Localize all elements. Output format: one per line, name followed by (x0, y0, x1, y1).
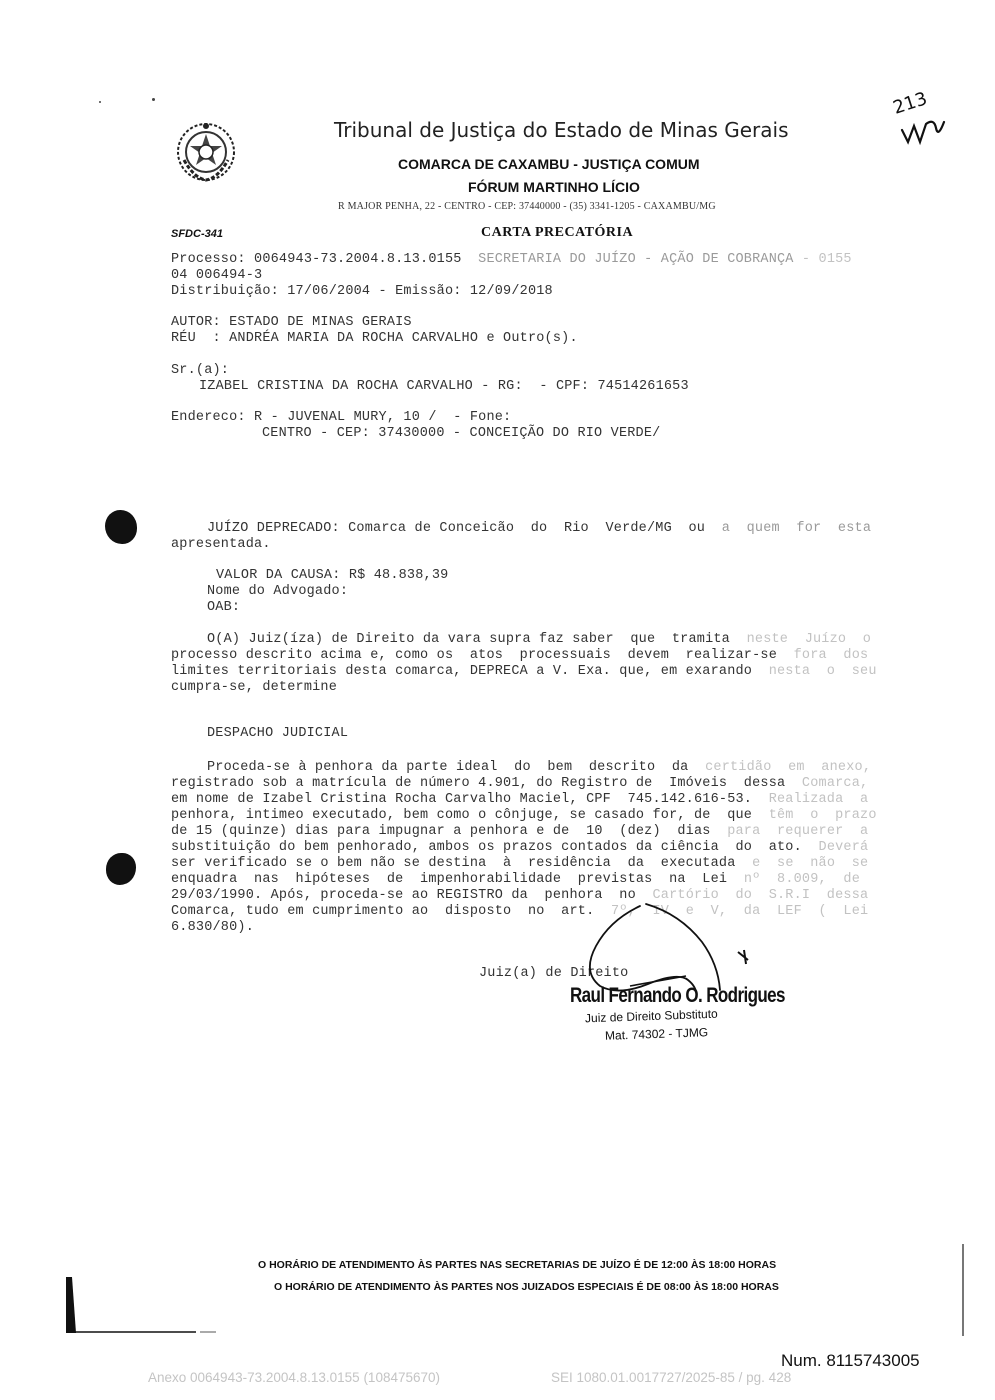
judge-stamp-name: Raul Fernando O. Rodrigues (570, 983, 785, 1007)
comarca-title: COMARCA DE CAXAMBU - JUSTIÇA COMUM (398, 156, 700, 172)
anexo-reference: Anexo 0064943-73.2004.8.13.0155 (108475670) (148, 1370, 441, 1385)
destinatario-label: Sr.(a): (171, 363, 230, 378)
juizo-deprecado-line (207, 521, 871, 536)
despacho-line-tail: nº 8.009, de (743, 872, 861, 887)
coat-of-arms-icon (174, 120, 238, 184)
despacho-line (171, 808, 877, 823)
despacho-line-tail: e se não se (752, 856, 869, 871)
court-address: R MAJOR PENHA, 22 - CENTRO - CEP: 37440000 - (35) 3341-1205 - CAXAMBU/MG (338, 201, 716, 212)
handwritten-initials-icon (898, 112, 950, 148)
despacho-line-tail: têm o prazo (768, 808, 877, 823)
intro-line-main: processo descrito acima e, como os atos processuais devem realizar-se (171, 648, 777, 663)
despacho-line-tail: Realizada a (768, 792, 869, 807)
juiz-label: Juiz(a) de Direito (479, 966, 629, 981)
intro-line-tail: fora dos (793, 648, 869, 663)
processo-tail: - 0155 (801, 252, 852, 267)
despacho-line-tail: para requerer a (727, 824, 869, 839)
scan-speck (99, 101, 101, 103)
destinatario-name: IZABEL CRISTINA DA ROCHA CARVALHO - RG: - CPF: 74514261653 (199, 379, 689, 394)
punch-hole-mark (106, 853, 136, 885)
despacho-line-tail: Deverá (818, 840, 869, 855)
juizo-deprecado-tail: a quem for esta (721, 521, 872, 536)
valor-causa: VALOR DA CAUSA: R$ 48.838,39 (216, 568, 449, 583)
intro-line-main: limites territoriais desta comarca, DEPRECA a V. Exa. que, em exarando (171, 664, 753, 679)
despacho-line (171, 856, 868, 871)
punch-hole-mark (105, 510, 137, 544)
form-code: SFDC-341 (171, 228, 223, 240)
despacho-line (207, 760, 871, 775)
despacho-line (171, 872, 860, 887)
nome-advogado: Nome do Advogado: (207, 584, 349, 599)
despacho-line-main: Comarca, tudo em cumprimento ao disposto no art. (171, 904, 595, 919)
document-num: Num. 8115743005 (781, 1351, 920, 1370)
juizo-deprecado-line-2: apresentada. (171, 537, 271, 552)
despacho-line (171, 776, 868, 791)
processo-number: Processo: 0064943-73.2004.8.13.0155 (171, 252, 462, 267)
despacho-line (171, 888, 868, 903)
reu-line: RÉU : ANDRÉA MARIA DA ROCHA CARVALHO e Outro(s). (171, 331, 578, 346)
intro-line: cumpra-se, determine (171, 680, 338, 695)
despacho-line-main: de 15 (quinze) dias para impugnar a penhora e de 10 (dez) dias (171, 824, 711, 839)
intro-line (207, 632, 871, 647)
despacho-line-main: em nome de Izabel Cristina Rocha Carvalho Maciel, CPF 745.142.616-53. (171, 792, 753, 807)
scan-edge-line (962, 1244, 964, 1336)
despacho-line-main: enquadra nas hipóteses de impenhorabilidade previstas na Lei (171, 872, 728, 887)
endereco-line-2: CENTRO - CEP: 37430000 - CONCEIÇÃO DO RIO VERDE/ (262, 426, 661, 441)
despacho-line-tail: Comarca, (801, 776, 869, 791)
intro-line (171, 664, 877, 679)
endereco-line-1: Endereco: R - JUVENAL MURY, 10 / - Fone: (171, 410, 512, 425)
scan-edge-mark (66, 1275, 216, 1335)
processo-line (171, 252, 852, 267)
scan-speck (152, 98, 155, 101)
sei-reference: SEI 1080.01.0017727/2025-85 / pg. 428 (551, 1370, 792, 1385)
despacho-line-tail: certidão em anexo, (705, 760, 872, 775)
footer-hours-juizados: O HORÁRIO DE ATENDIMENTO ÀS PARTES NOS JUIZADOS ESPECIAIS É DE 08:00 ÀS 18:00 HORAS (274, 1281, 779, 1293)
despacho-line (171, 840, 868, 855)
intro-line-main: O(A) Juiz(íza) de Direito da vara supra faz saber que tramita (207, 632, 730, 647)
despacho-line: 6.830/80). (171, 920, 255, 935)
judge-stamp-mat: Mat. 74302 - TJMG (604, 1025, 709, 1043)
despacho-line (171, 824, 868, 839)
despacho-line-tail: 7º, IV e V, da LEF ( Lei (610, 904, 869, 919)
despacho-line-main: 29/03/1990. Após, proceda-se ao REGISTRO da penhora no (171, 888, 636, 903)
distribuicao-line: Distribuição: 17/06/2004 - Emissão: 12/09/2018 (171, 284, 553, 299)
judge-stamp-role: Juiz de Direito Substituto (584, 1006, 718, 1026)
intro-line (171, 648, 868, 663)
despacho-line-main: ser verificado se o bem não se destina à residência da executada (171, 856, 736, 871)
footer-hours-secretarias: O HORÁRIO DE ATENDIMENTO ÀS PARTES NAS SECRETARIAS DE JUÍZO É DE 12:00 ÀS 18:00 HORAS (258, 1259, 777, 1271)
despacho-line (171, 792, 868, 807)
despacho-line-main: substituição do bem penhorado, ambos os prazos contados da ciência do ato. (171, 840, 802, 855)
court-title: Tribunal de Justiça do Estado de Minas Gerais (334, 118, 789, 142)
despacho-line-tail: Cartório do S.R.I dessa (652, 888, 869, 903)
despacho-line-main: Proceda-se à penhora da parte ideal do bem descrito da (207, 760, 689, 775)
despacho-title: DESPACHO JUDICIAL (207, 726, 349, 741)
intro-line-tail: nesta o seu (768, 664, 877, 679)
despacho-line-main: registrado sob a matrícula de número 4.901, do Registro de Imóveis dessa (171, 776, 786, 791)
processo-line-2: 04 006494-3 (171, 268, 263, 283)
handwritten-page-number-text: 213 (890, 88, 930, 119)
processo-secretaria: SECRETARIA DO JUÍZO - AÇÃO DE COBRANÇA (478, 252, 794, 267)
forum-title: FÓRUM MARTINHO LÍCIO (468, 179, 640, 195)
juizo-deprecado-main: JUÍZO DEPRECADO: Comarca de Conceicão do Rio Verde/MG ou (207, 521, 706, 536)
autor-line: AUTOR: ESTADO DE MINAS GERAIS (171, 315, 412, 330)
document-type: CARTA PRECATÓRIA (481, 225, 634, 240)
despacho-line-main: penhora, intimeo executado, bem como o cônjuge, se casado for, de que (171, 808, 753, 823)
intro-line-tail: neste Juízo o (746, 632, 872, 647)
oab-line: OAB: (207, 600, 241, 615)
